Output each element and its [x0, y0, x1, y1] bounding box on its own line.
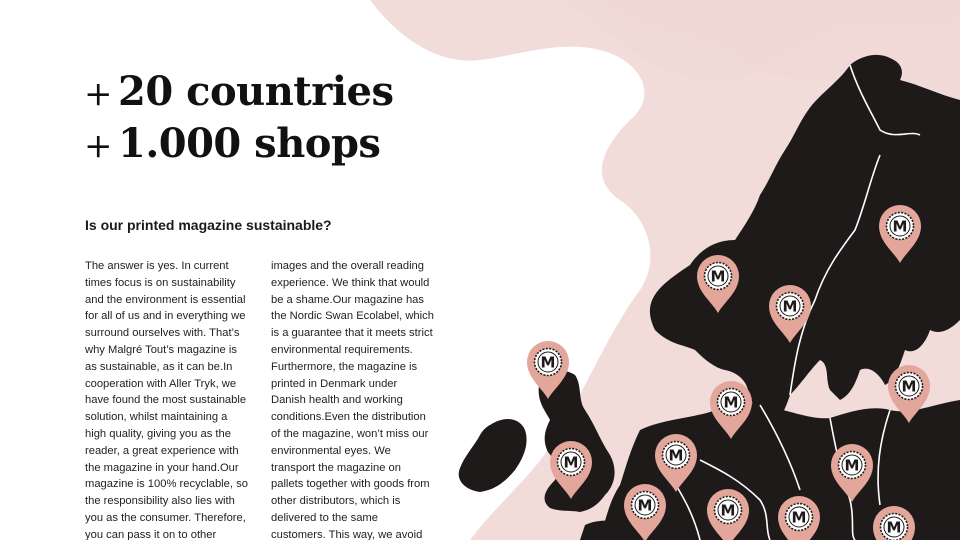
- map-pin-letter: M: [723, 393, 739, 412]
- body-text-line: of the magazine, won’t miss our: [271, 427, 429, 440]
- body-text-line: environmental eyes. We: [271, 444, 391, 457]
- body-text-line: other distributors, which is: [271, 495, 401, 508]
- map-pin-letter: M: [540, 353, 556, 372]
- body-text-line: why Malgré Tout’s magazine is: [85, 343, 237, 356]
- body-column-1: [85, 258, 257, 540]
- body-text-line: as sustainable, as it can be.In: [85, 360, 233, 373]
- map-pin-letter: M: [782, 297, 798, 316]
- body-text-line: solution, whilst maintaining a: [85, 411, 228, 424]
- map-pin-letter: M: [720, 501, 736, 520]
- map-pin-letter: M: [892, 217, 908, 236]
- map-pin-letter: M: [563, 453, 579, 472]
- map-pin-letter: M: [637, 496, 653, 515]
- body-text-line: you can pass it on to other: [85, 528, 217, 540]
- body-text-line: is a guarantee that it meets strict: [271, 327, 433, 340]
- body-text-line: be a shame.Our magazine has: [271, 293, 424, 306]
- body-text-line: you as the consumer. Therefore,: [85, 511, 246, 524]
- body-text-line: Danish health and working: [271, 394, 403, 407]
- body-text-line: environmental requirements.: [271, 343, 413, 356]
- headline-shops: [84, 120, 381, 167]
- map-pin-letter: M: [668, 446, 684, 465]
- body-text-line: the Nordic Swan Ecolabel, which: [271, 310, 434, 323]
- map-pin-letter: M: [710, 267, 726, 286]
- map-pin-letter: M: [844, 456, 860, 475]
- map-pin-icon: [778, 496, 820, 540]
- body-text-line: customers. This way, we avoid: [271, 528, 423, 540]
- body-text-line: the magazine in your hand.Our: [85, 461, 239, 474]
- body-text-line: for all of us and in everything we: [85, 310, 246, 323]
- body-text-line: Furthermore, the magazine is: [271, 360, 418, 373]
- body-text-line: magazine is 100% recyclable, so: [85, 478, 248, 491]
- map-pin-letter: M: [886, 518, 902, 537]
- body-text-line: The answer is yes. In current: [85, 260, 229, 272]
- headline-shops-text: 1.000 shops: [118, 120, 381, 167]
- section-heading: Is our printed magazine sustainable?: [85, 217, 332, 233]
- headline-countries: [84, 68, 394, 115]
- body-text-line: experience. We think that would: [271, 276, 430, 289]
- body-text-line: and the environment is essential: [85, 293, 246, 306]
- body-text-line: printed in Denmark under: [271, 377, 398, 390]
- body-text-line: cooperation with Aller Tryk, we: [85, 377, 237, 390]
- body-text-line: have found the most sustainable: [85, 394, 247, 407]
- body-text-line: high quality, giving you as the: [85, 427, 231, 440]
- body-text-line: times focus is on sustainability: [85, 276, 236, 289]
- body-column-2: [271, 258, 443, 540]
- map-pin-letter: M: [901, 377, 917, 396]
- body-text-line: pallets together with goods from: [271, 478, 430, 491]
- headline-countries-text: 20 countries: [118, 68, 394, 115]
- map-pin-letter: M: [791, 508, 807, 527]
- body-text-line: reader, a great experience with: [85, 444, 239, 457]
- land-ireland: [459, 419, 527, 492]
- body-text-line: delivered to the same: [271, 511, 378, 524]
- plus-sign: +: [84, 74, 112, 114]
- body-text-line: surround ourselves with. That’s: [85, 327, 240, 340]
- body-text-line: images and the overall reading: [271, 260, 424, 272]
- body-text-line: the responsibility also lies with: [85, 495, 235, 508]
- plus-sign: +: [84, 126, 112, 166]
- body-text-line: transport the magazine on: [271, 461, 401, 474]
- body-text-line: conditions.Even the distribution: [271, 411, 426, 424]
